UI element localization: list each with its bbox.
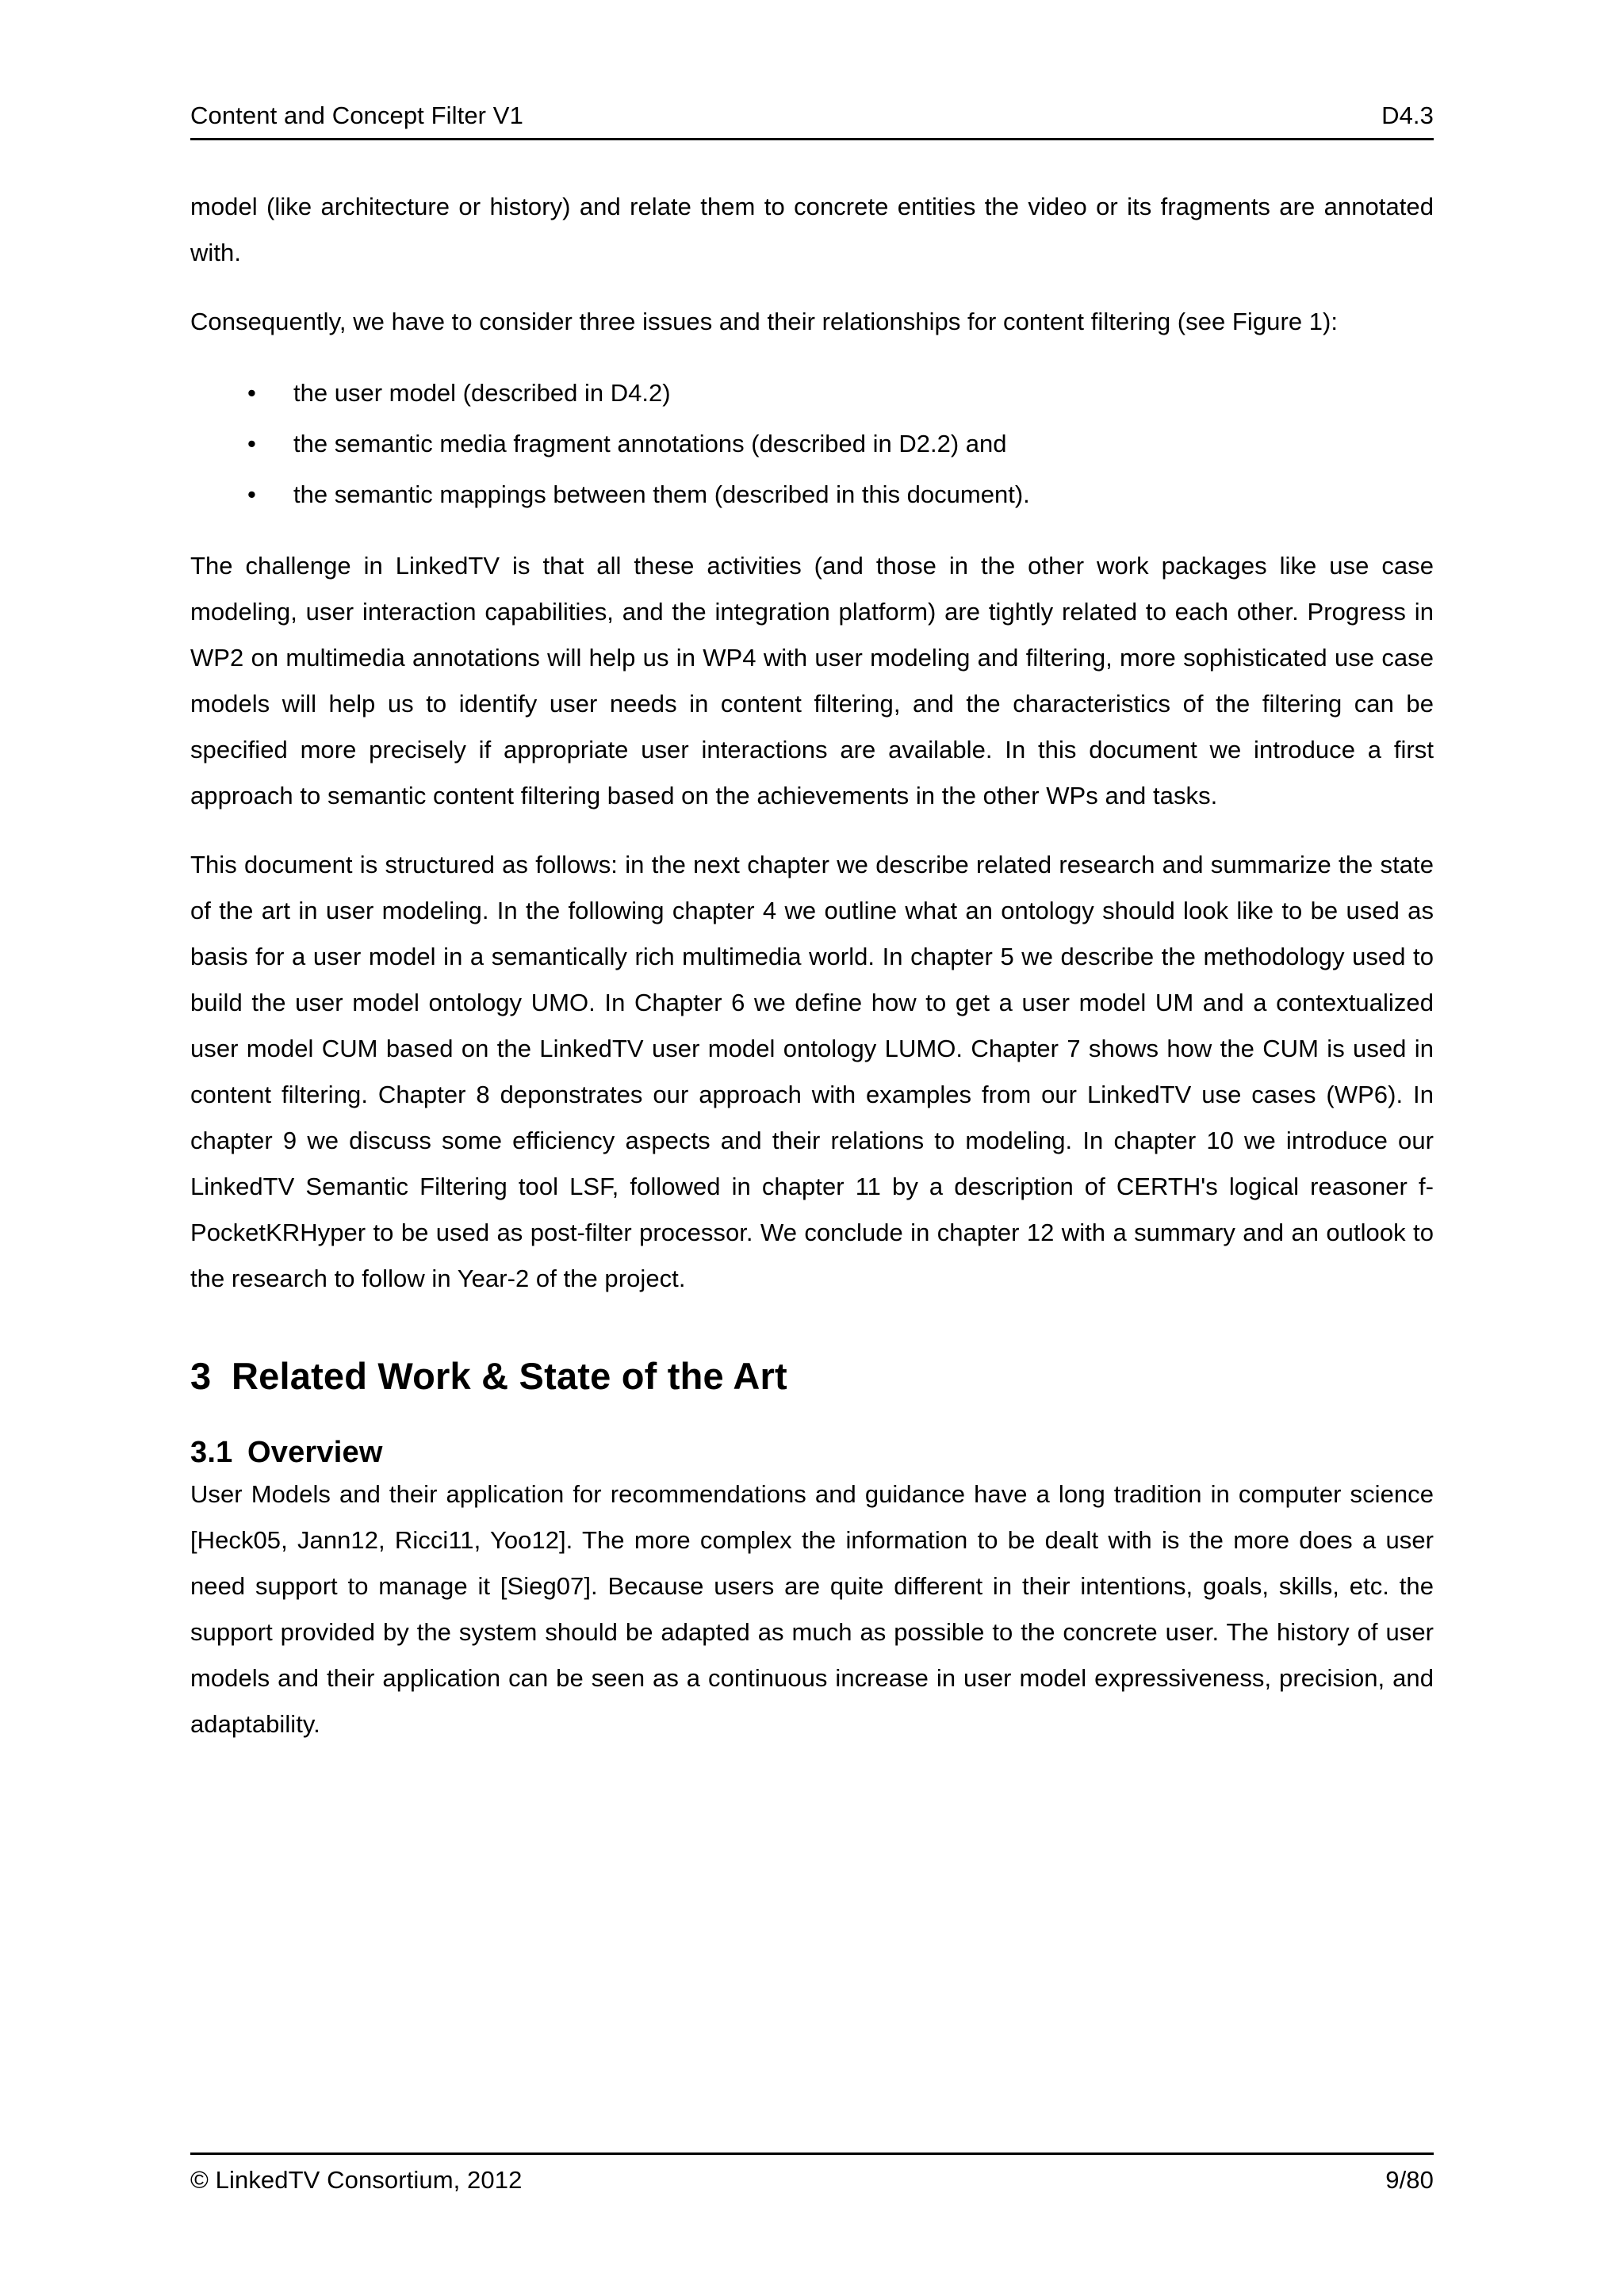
paragraph-continued-from-previous-page: model (like architecture or history) and relate them to concrete entities the video or its fragments are annotated with.	[190, 193, 1434, 266]
paragraph-linkedtv-challenge: The challenge in LinkedTV is that all these activities (and those in the other work packages like use case modeling, user interaction capabilities, and the integration platform) are tightly related to each other. Progress in WP2 on multimedia annotations will help us in WP4 with user modeling and filtering, more sophisticated use case models will help us to identify user needs in content filtering, and the characteristics of the filtering can be specified more precisely if appropriate user interactions are available. In this document we introduce a first approach to semantic content filtering based on the achievements in the other WPs and tasks.	[190, 552, 1434, 809]
header-deliverable-id: D4.3	[1381, 101, 1434, 129]
footer-copyright: © LinkedTV Consortium, 2012	[190, 2166, 523, 2195]
list-item	[190, 469, 1434, 520]
list-item-label: the semantic media fragment annotations (described in D2.2) and	[293, 430, 1007, 457]
section-number: 3	[190, 1355, 212, 1397]
document-body	[190, 184, 1434, 1747]
subsection-number: 3.1	[190, 1436, 233, 1470]
page-footer	[190, 2152, 1434, 2195]
footer-page-number: 9/80	[1385, 2166, 1434, 2195]
paragraph-document-structure: This document is structured as follows: in the next chapter we describe related research and summarize the state of the art in user modeling. In the following chapter 4 we outline what an ontology should look like to be used as basis for a user model in a semantically rich multimedia world. In chapter 5 we describe the methodology used to build the user model ontology UMO. In Chapter 6 we define how to get a user model UM and a contextualized user model CUM based on the LinkedTV user model ontology LUMO. Chapter 7 shows how the CUM is used in content filtering. Chapter 8 deponstrates our approach with examples from our LinkedTV use cases (WP6). In chapter 9 we discuss some efficiency aspects and their relations to modeling. In chapter 10 we introduce our LinkedTV Semantic Filtering tool LSF, followed in chapter 11 by a description of CERTH's logical reasoner f-PocketKRHyper to be used as post-filter processor. We conclude in chapter 12 with a summary and an outlook to the research to follow in Year-2 of the project.	[190, 851, 1434, 1292]
list-item	[190, 368, 1434, 419]
subsection-heading-3-1	[190, 1435, 1434, 1471]
paragraph-overview-user-models: User Models and their application for recommendations and guidance have a long tradition in computer science [Heck05, Jann12, Ricci11, Yoo12]. The more complex the information to be dealt with is the more does a user need support to manage it [Sieg07]. Because users are quite different in their intentions, goals, skills, etc. the support provided by the system should be adapted as much as possible to the concrete user. The history of user models and their application can be seen as a continuous increase in user model expressiveness, precision, and adaptability.	[190, 1479, 1434, 1738]
bullet-point-icon: •	[247, 379, 256, 407]
issues-bullet-list	[190, 368, 1434, 520]
bullet-point-icon: •	[247, 430, 256, 457]
bullet-point-icon: •	[247, 480, 256, 508]
section-heading-3	[190, 1354, 1434, 1399]
paragraph-three-issues-intro: Consequently, we have to consider three issues and their relationships for content filtering (see Figure 1):	[190, 308, 1339, 335]
list-item	[190, 419, 1434, 469]
section-title: Related Work & State of the Art	[232, 1355, 787, 1397]
list-item-label: the user model (described in D4.2)	[293, 379, 671, 407]
subsection-title: Overview	[247, 1436, 383, 1470]
list-item-label: the semantic mappings between them (described in this document).	[293, 480, 1030, 508]
page-header	[190, 101, 1434, 140]
header-document-title: Content and Concept Filter V1	[190, 101, 523, 129]
